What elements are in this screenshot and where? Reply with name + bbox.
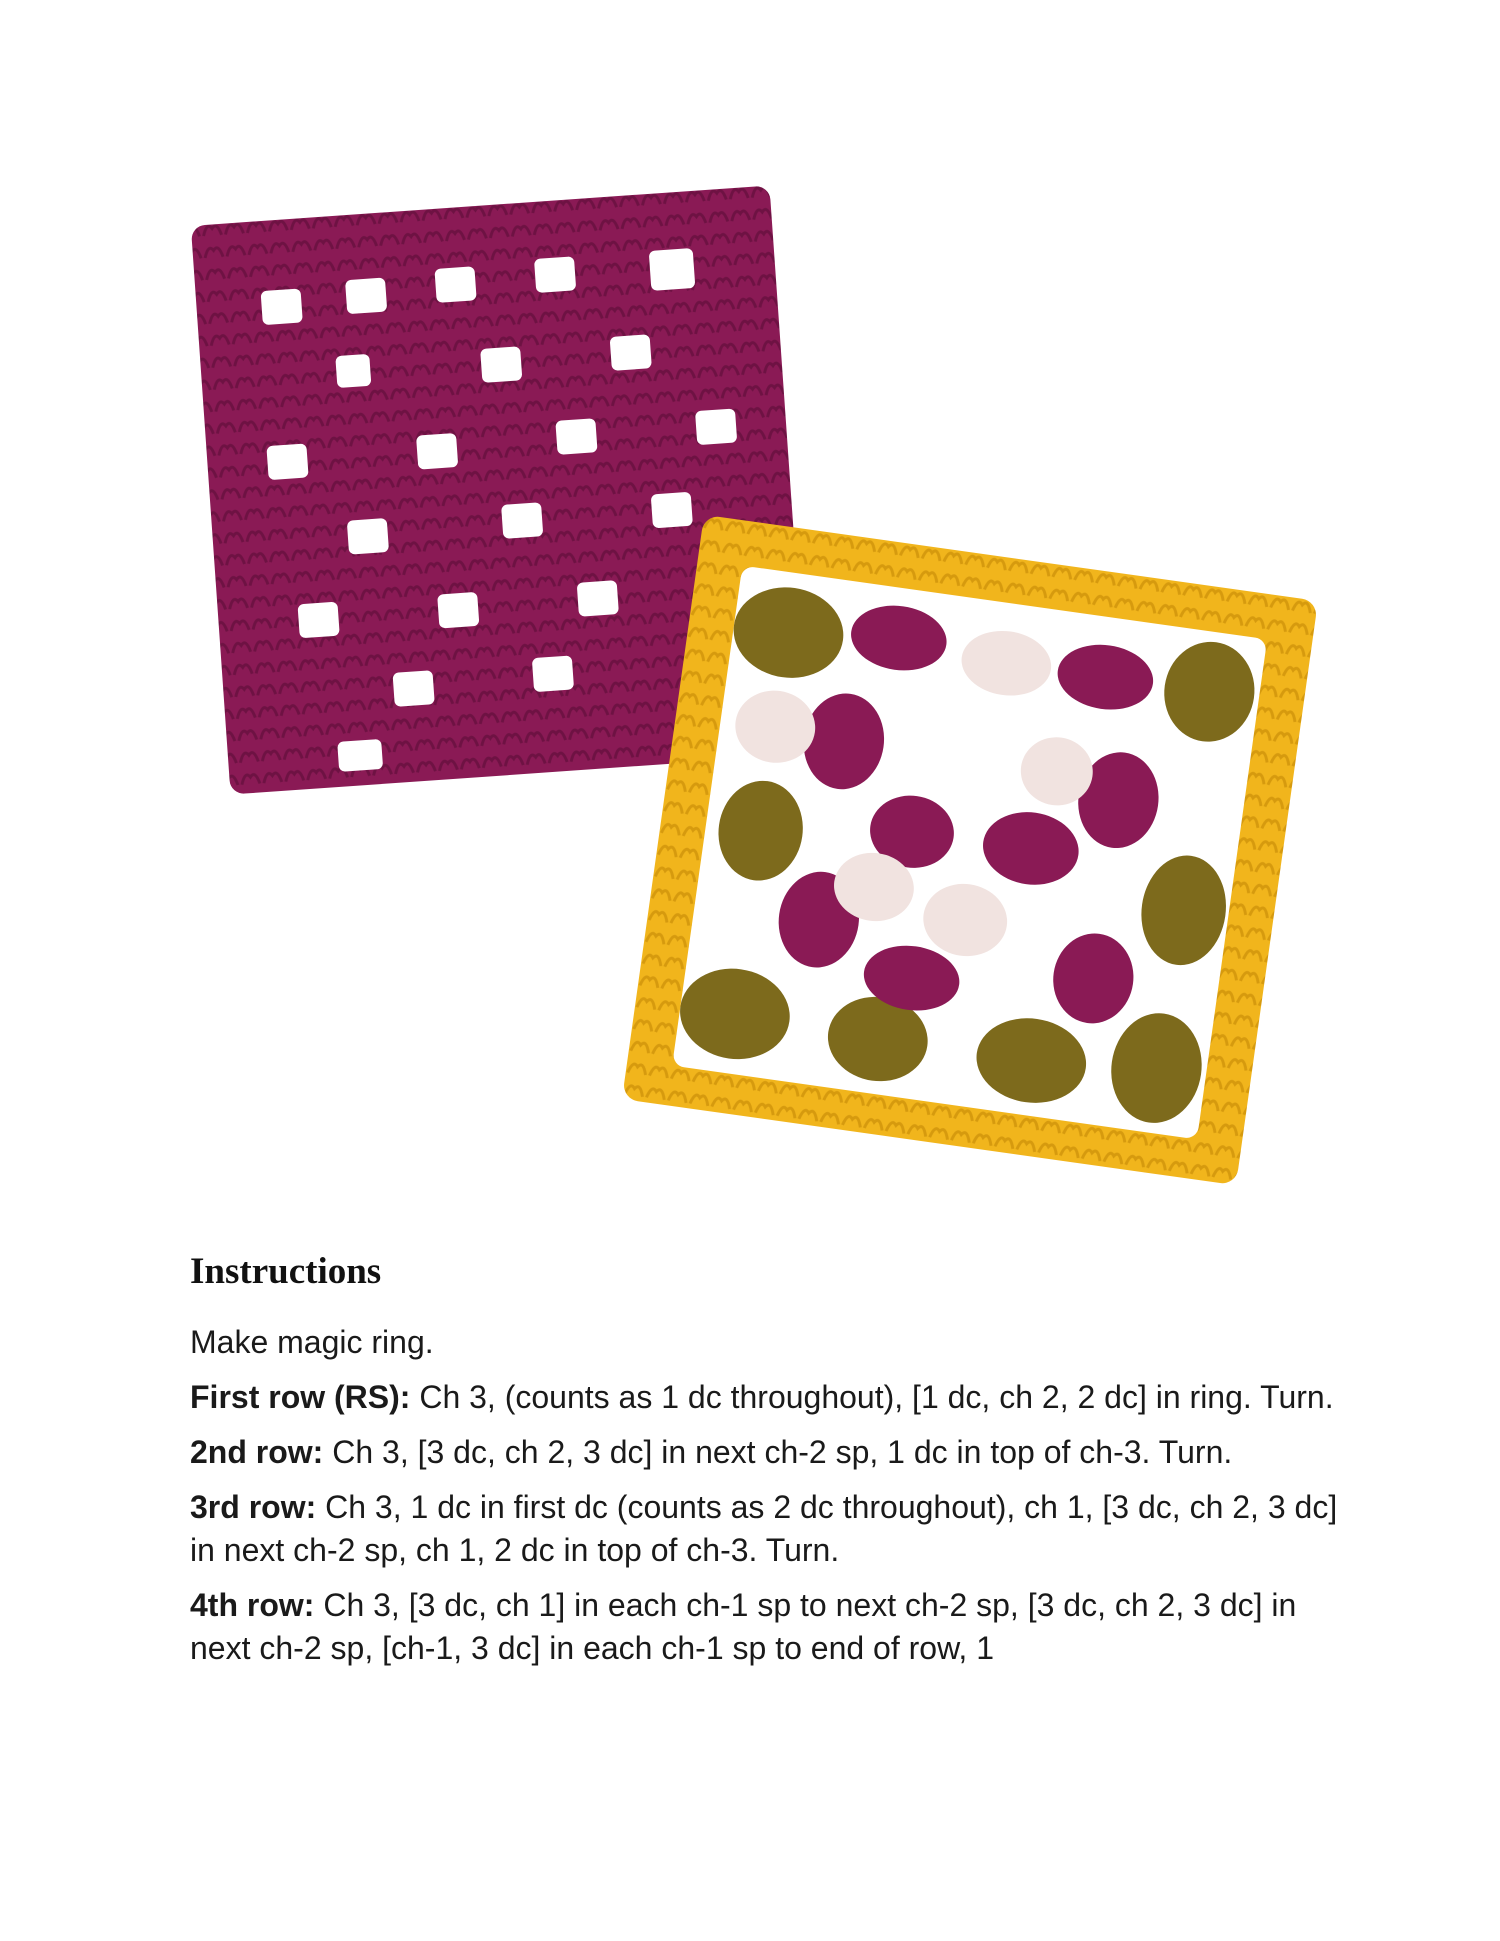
instructions-section <box>190 1250 1340 1682</box>
intro-line: Make magic ring. <box>190 1324 434 1360</box>
row-3-instruction <box>190 1486 1340 1572</box>
row-4-text: Ch 3, [3 dc, ch 1] in each ch-1 sp to next ch-2 sp, [3 dc, ch 2, 3 dc] in next ch-2 sp, [ch-1, 3 dc] in each ch-1 sp to end of row, 1 <box>190 1587 1297 1666</box>
row-1-text: Ch 3, (counts as 1 dc throughout), [1 dc, ch 2, 2 dc] in ring. Turn. <box>410 1379 1334 1415</box>
row-3-text: Ch 3, 1 dc in first dc (counts as 2 dc throughout), ch 1, [3 dc, ch 2, 3 dc] in next ch-2 sp, ch 1, 2 dc in top of ch-3. Turn. <box>190 1489 1338 1568</box>
row-2-label: 2nd row: <box>190 1434 324 1470</box>
row-4-instruction <box>190 1584 1340 1670</box>
row-2-instruction <box>190 1431 1340 1474</box>
row-1-instruction <box>190 1376 1340 1419</box>
instructions-heading: Instructions <box>190 1251 382 1292</box>
row-4-label: 4th row: <box>190 1587 315 1623</box>
row-1-label: First row (RS): <box>190 1379 411 1415</box>
multicolor-granny-square <box>622 515 1318 1186</box>
row-2-text: Ch 3, [3 dc, ch 2, 3 dc] in next ch-2 sp, 1 dc in top of ch-3. Turn. <box>323 1434 1233 1470</box>
row-3-label: 3rd row: <box>190 1489 317 1525</box>
